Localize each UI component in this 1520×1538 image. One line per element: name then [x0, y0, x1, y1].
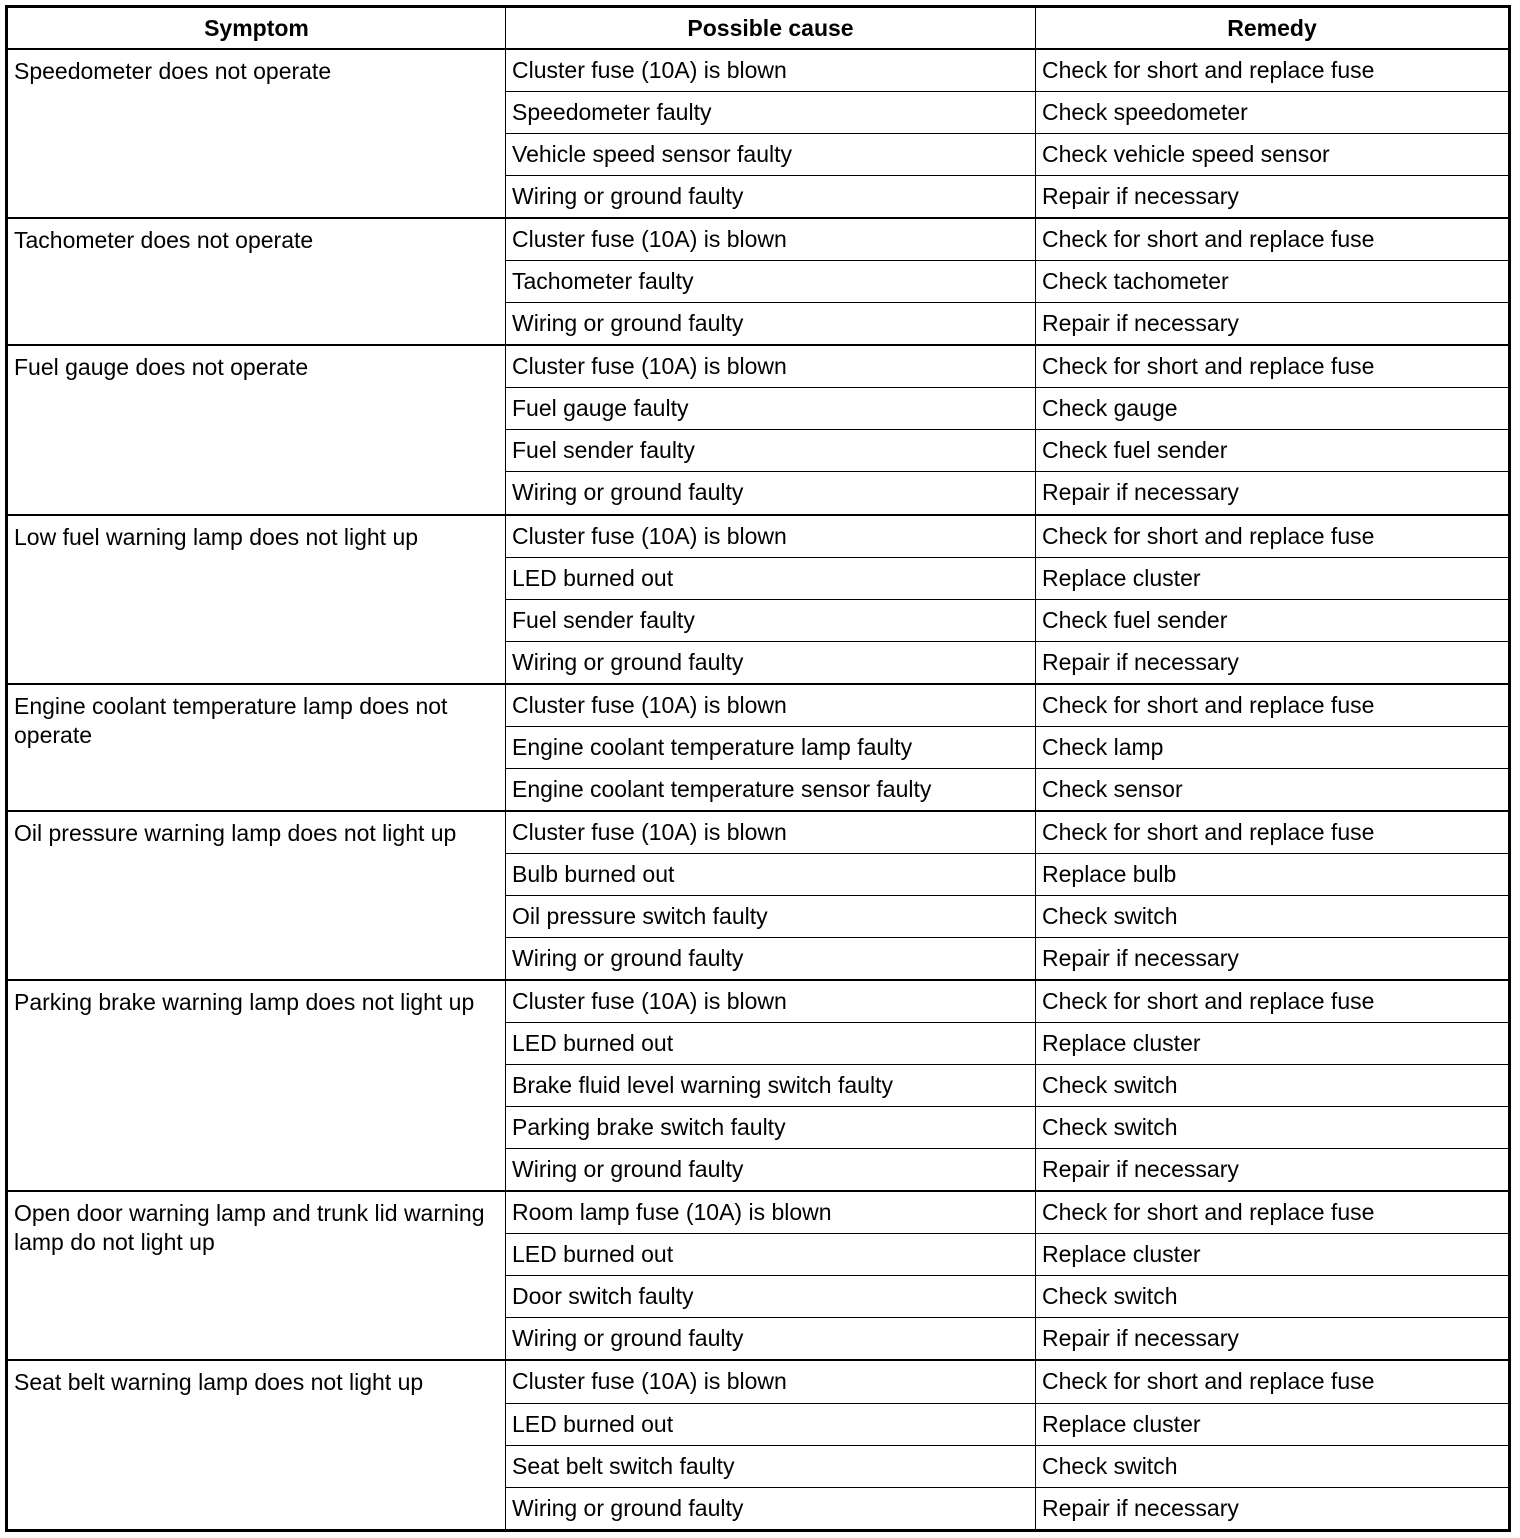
cause-cell: Wiring or ground faulty: [506, 303, 1036, 346]
cause-cell: LED burned out: [506, 1403, 1036, 1445]
cause-cell: Wiring or ground faulty: [506, 1149, 1036, 1192]
cause-cell: LED burned out: [506, 1234, 1036, 1276]
remedy-cell: Replace cluster: [1036, 1023, 1510, 1065]
cause-cell: Wiring or ground faulty: [506, 176, 1036, 219]
cause-cell: Fuel sender faulty: [506, 430, 1036, 472]
remedy-cell: Check for short and replace fuse: [1036, 345, 1510, 388]
cause-cell: Bulb burned out: [506, 853, 1036, 895]
cause-cell: Wiring or ground faulty: [506, 1318, 1036, 1361]
cause-cell: Cluster fuse (10A) is blown: [506, 49, 1036, 92]
remedy-cell: Check vehicle speed sensor: [1036, 134, 1510, 176]
symptom-cell: Tachometer does not operate: [7, 218, 506, 345]
remedy-cell: Check switch: [1036, 1065, 1510, 1107]
cause-cell: LED burned out: [506, 1023, 1036, 1065]
cause-cell: Seat belt switch faulty: [506, 1445, 1036, 1487]
remedy-cell: Repair if necessary: [1036, 937, 1510, 980]
table-row: [7, 218, 1510, 261]
table-header: [7, 7, 1510, 50]
symptom-cell: Speedometer does not operate: [7, 49, 506, 218]
remedy-cell: Repair if necessary: [1036, 1149, 1510, 1192]
symptom-cell: Parking brake warning lamp does not light up: [7, 980, 506, 1191]
cause-cell: Cluster fuse (10A) is blown: [506, 345, 1036, 388]
remedy-cell: Check fuel sender: [1036, 430, 1510, 472]
remedy-cell: Check lamp: [1036, 726, 1510, 768]
cause-cell: Door switch faulty: [506, 1276, 1036, 1318]
remedy-cell: Repair if necessary: [1036, 1318, 1510, 1361]
table-row: [7, 1360, 1510, 1403]
cause-cell: Wiring or ground faulty: [506, 1487, 1036, 1530]
troubleshooting-table: [5, 5, 1511, 1532]
remedy-cell: Repair if necessary: [1036, 303, 1510, 346]
remedy-cell: Check for short and replace fuse: [1036, 1360, 1510, 1403]
remedy-cell: Check for short and replace fuse: [1036, 980, 1510, 1023]
header-row: [7, 7, 1510, 50]
cause-cell: Oil pressure switch faulty: [506, 895, 1036, 937]
remedy-cell: Repair if necessary: [1036, 641, 1510, 684]
remedy-cell: Check fuel sender: [1036, 599, 1510, 641]
cause-cell: Wiring or ground faulty: [506, 472, 1036, 515]
cause-cell: Engine coolant temperature sensor faulty: [506, 768, 1036, 811]
remedy-cell: Repair if necessary: [1036, 472, 1510, 515]
remedy-cell: Check switch: [1036, 1445, 1510, 1487]
symptom-cell: Low fuel warning lamp does not light up: [7, 515, 506, 684]
remedy-cell: Replace bulb: [1036, 853, 1510, 895]
symptom-cell: Fuel gauge does not operate: [7, 345, 506, 514]
symptom-cell: Engine coolant temperature lamp does not operate: [7, 684, 506, 811]
cause-cell: Speedometer faulty: [506, 92, 1036, 134]
cause-cell: Vehicle speed sensor faulty: [506, 134, 1036, 176]
cause-cell: Wiring or ground faulty: [506, 641, 1036, 684]
cause-cell: Fuel sender faulty: [506, 599, 1036, 641]
table-row: [7, 811, 1510, 854]
remedy-cell: Check gauge: [1036, 388, 1510, 430]
remedy-cell: Check for short and replace fuse: [1036, 811, 1510, 854]
cause-cell: Cluster fuse (10A) is blown: [506, 218, 1036, 261]
cause-cell: Brake fluid level warning switch faulty: [506, 1065, 1036, 1107]
table-row: [7, 684, 1510, 727]
cause-cell: Cluster fuse (10A) is blown: [506, 684, 1036, 727]
remedy-cell: Check tachometer: [1036, 261, 1510, 303]
remedy-cell: Replace cluster: [1036, 1403, 1510, 1445]
table-row: [7, 345, 1510, 388]
cause-cell: LED burned out: [506, 557, 1036, 599]
table-row: [7, 1191, 1510, 1234]
header-remedy: Remedy: [1036, 7, 1510, 50]
remedy-cell: Check for short and replace fuse: [1036, 515, 1510, 558]
remedy-cell: Check for short and replace fuse: [1036, 49, 1510, 92]
remedy-cell: Check for short and replace fuse: [1036, 684, 1510, 727]
remedy-cell: Replace cluster: [1036, 557, 1510, 599]
header-possible-cause: Possible cause: [506, 7, 1036, 50]
remedy-cell: Repair if necessary: [1036, 176, 1510, 219]
cause-cell: Cluster fuse (10A) is blown: [506, 980, 1036, 1023]
remedy-cell: Replace cluster: [1036, 1234, 1510, 1276]
remedy-cell: Check speedometer: [1036, 92, 1510, 134]
table-row: [7, 515, 1510, 558]
symptom-cell: Seat belt warning lamp does not light up: [7, 1360, 506, 1530]
cause-cell: Cluster fuse (10A) is blown: [506, 811, 1036, 854]
cause-cell: Parking brake switch faulty: [506, 1107, 1036, 1149]
table-row: [7, 49, 1510, 92]
symptom-cell: Oil pressure warning lamp does not light up: [7, 811, 506, 980]
cause-cell: Fuel gauge faulty: [506, 388, 1036, 430]
table-row: [7, 980, 1510, 1023]
cause-cell: Room lamp fuse (10A) is blown: [506, 1191, 1036, 1234]
cause-cell: Cluster fuse (10A) is blown: [506, 515, 1036, 558]
remedy-cell: Check for short and replace fuse: [1036, 1191, 1510, 1234]
cause-cell: Engine coolant temperature lamp faulty: [506, 726, 1036, 768]
remedy-cell: Check for short and replace fuse: [1036, 218, 1510, 261]
cause-cell: Tachometer faulty: [506, 261, 1036, 303]
remedy-cell: Check sensor: [1036, 768, 1510, 811]
cause-cell: Cluster fuse (10A) is blown: [506, 1360, 1036, 1403]
remedy-cell: Check switch: [1036, 1276, 1510, 1318]
remedy-cell: Check switch: [1036, 895, 1510, 937]
cause-cell: Wiring or ground faulty: [506, 937, 1036, 980]
header-symptom: Symptom: [7, 7, 506, 50]
remedy-cell: Repair if necessary: [1036, 1487, 1510, 1530]
remedy-cell: Check switch: [1036, 1107, 1510, 1149]
table-body: [7, 49, 1510, 1531]
symptom-cell: Open door warning lamp and trunk lid warning lamp do not light up: [7, 1191, 506, 1360]
